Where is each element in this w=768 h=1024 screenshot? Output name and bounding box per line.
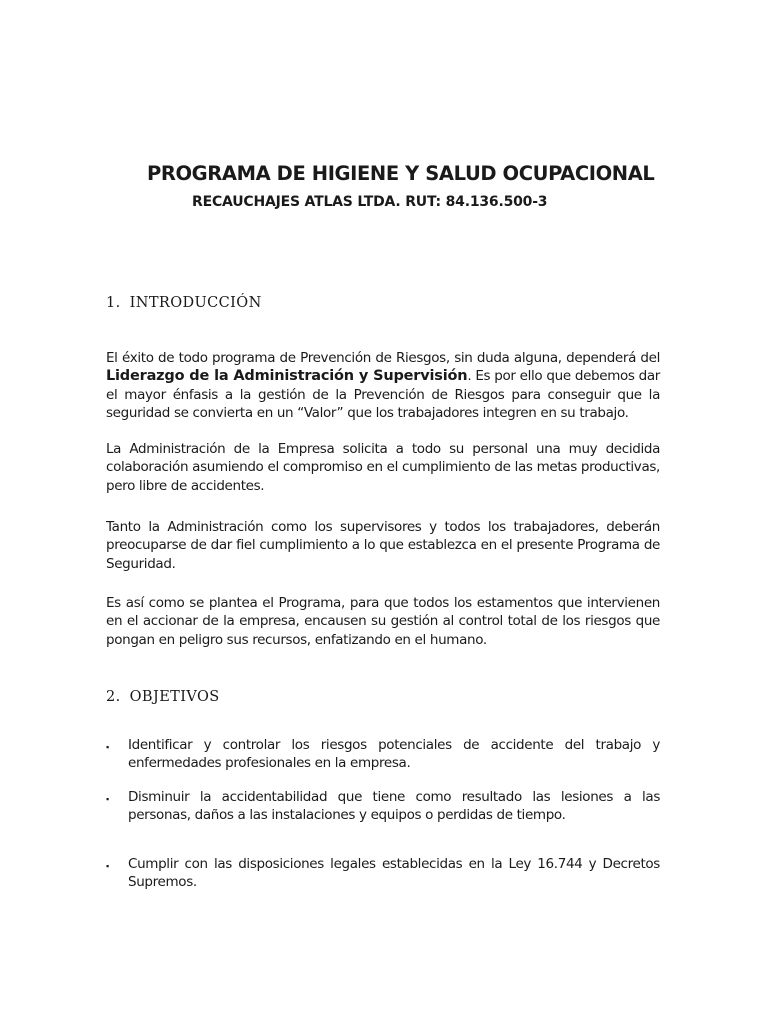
section-number: 1. [106,295,121,311]
section-heading-objetivos [106,689,220,705]
bullet-icon: ▪ [106,794,110,804]
section-number: 2. [106,689,121,705]
section-heading-text: INTRODUCCIÓN [129,295,262,311]
intro-paragraph-4: Es así como se plantea el Programa, para que todos los estamentos que intervienen en el accionar de la empresa, encausen su gestión al control total de los riesgos que pongan en peligro sus recursos, enfatizando en el humano. [106,595,660,648]
bullet-icon: ▪ [106,861,110,871]
document-title: PROGRAMA DE HIGIENE Y SALUD OCUPACIONAL [147,162,655,185]
bullet-icon: ▪ [106,742,110,752]
document-subtitle: RECAUCHAJES ATLAS LTDA. RUT: 84.136.500-3 [192,194,548,210]
objective-text: Cumplir con las disposiciones legales establecidas en la Ley 16.744 y Decretos Supremos. [128,856,660,891]
intro-paragraph-3: Tanto la Administración como los supervisores y todos los trabajadores, deberán preocuparse de dar fiel cumplimiento a lo que establezca en el presente Programa de Seguridad. [106,519,660,572]
intro-paragraph-1-emphasis: Liderazgo de la Administración y Supervisión [106,368,468,385]
intro-paragraph-1-start: El éxito de todo programa de Prevención de Riesgos, sin duda alguna, dependerá del [106,350,660,366]
objective-text: Disminuir la accidentabilidad que tiene como resultado las lesiones a las personas, daños a las instalaciones y equipos o perdidas de tiempo. [128,789,660,824]
intro-paragraph-1-end: . Es por ello que debemos dar el mayor énfasis a la gestión de la Prevención de Riesgos para conseguir que la seguridad se convierta en un “Valor” que los trabajadores integren en su trabajo. [106,368,660,421]
section-heading-text: OBJETIVOS [129,689,220,705]
section-heading-introduccion [106,295,262,311]
objective-text: Identificar y controlar los riesgos potenciales de accidente del trabajo y enfermedades profesionales en la empresa. [128,737,660,772]
intro-paragraph-1 [106,349,660,422]
intro-paragraph-2: La Administración de la Empresa solicita a todo su personal una muy decidida colaboración asumiendo el compromiso en el cumplimiento de las metas productivas, pero libre de accidentes. [106,441,660,494]
